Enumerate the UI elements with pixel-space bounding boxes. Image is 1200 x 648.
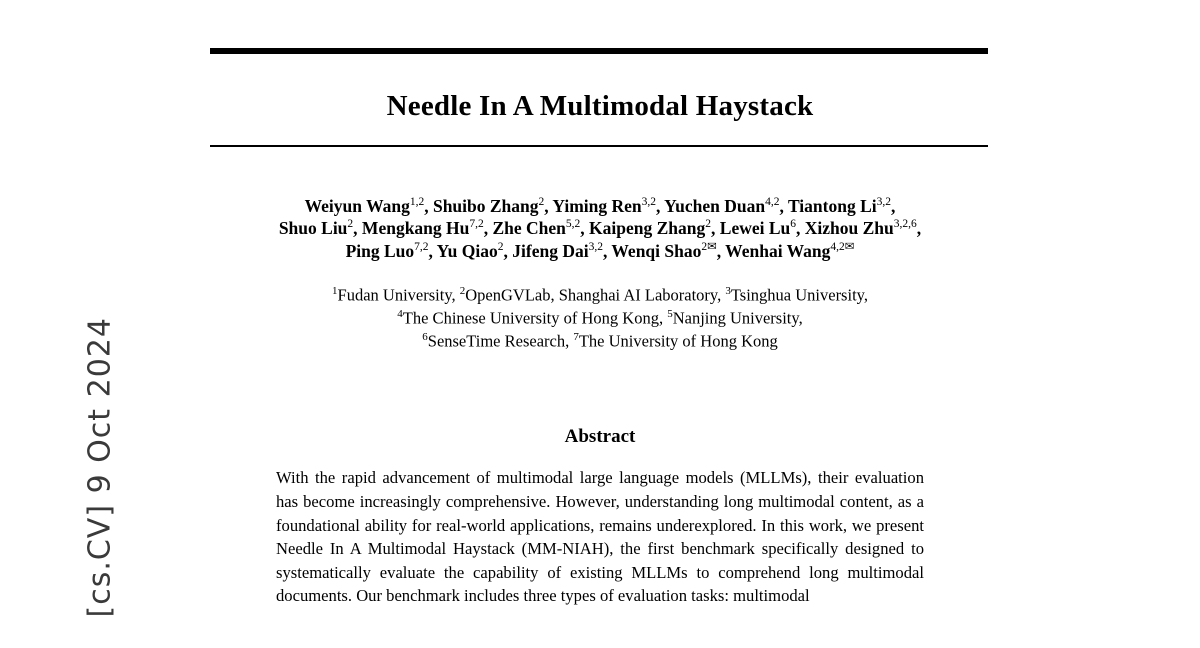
arxiv-stamp-text: [cs.CV] 9 Oct 2024: [82, 317, 118, 618]
title-rule-bottom: [210, 145, 988, 147]
abstract-body: [276, 466, 924, 607]
page-title: Needle In A Multimodal Haystack: [386, 90, 814, 122]
abstract-paragraph: With the rapid advancement of multimodal large language models (MLLMs), their evaluation has become increasingly comprehensive. However, understanding long multimodal content, as a foundational ability for real-world applications, remains underexplored. In this work, we present Needle In A Multimodal Haystack (MM-NIAH), the first benchmark specifically designed to systematically evaluate the capability of existing MLLMs to comprehend long multimodal documents. Our benchmark includes three types of evaluation tasks: multimodal: [276, 468, 924, 606]
author-line: Ping Luo$^{7,2}$, Yu Qiao$^2$, Jifeng Dai$^{3,2}$, Wenqi Shao$^{2✉}$, Wenhai Wang$^{4,2✉}$: [345, 240, 855, 261]
arxiv-stamp: [0, 0, 118, 648]
title-rule-top: [210, 48, 988, 54]
author-line: Weiyun Wang$^{1,2}$, Shuibo Zhang$^2$, Yiming Ren$^{3,2}$, Yuchen Duan$^{4,2}$, Tiantong Li$^{3,2}$,: [304, 196, 896, 216]
abstract-heading: Abstract: [564, 426, 636, 448]
author-line: Shuo Liu$^2$, Mengkang Hu$^{7,2}$, Zhe Chen$^{5,2}$, Kaipeng Zhang$^2$, Lewei Lu$^6$, Xizhou Zhu$^{3,2,6}$,: [278, 218, 922, 239]
affiliation-line: $^6$SenseTime Research, $^7$The University of Hong Kong: [422, 330, 778, 351]
affiliation-line: $^1$Fudan University, $^2$OpenGVLab, Shanghai AI Laboratory, $^3$Tsinghua University,: [332, 285, 868, 305]
affiliation-line: $^4$The Chinese University of Hong Kong, $^5$Nanjing University,: [397, 307, 803, 328]
affiliation-list: [210, 284, 990, 352]
author-list: [210, 195, 990, 262]
paper-page: [210, 0, 990, 648]
